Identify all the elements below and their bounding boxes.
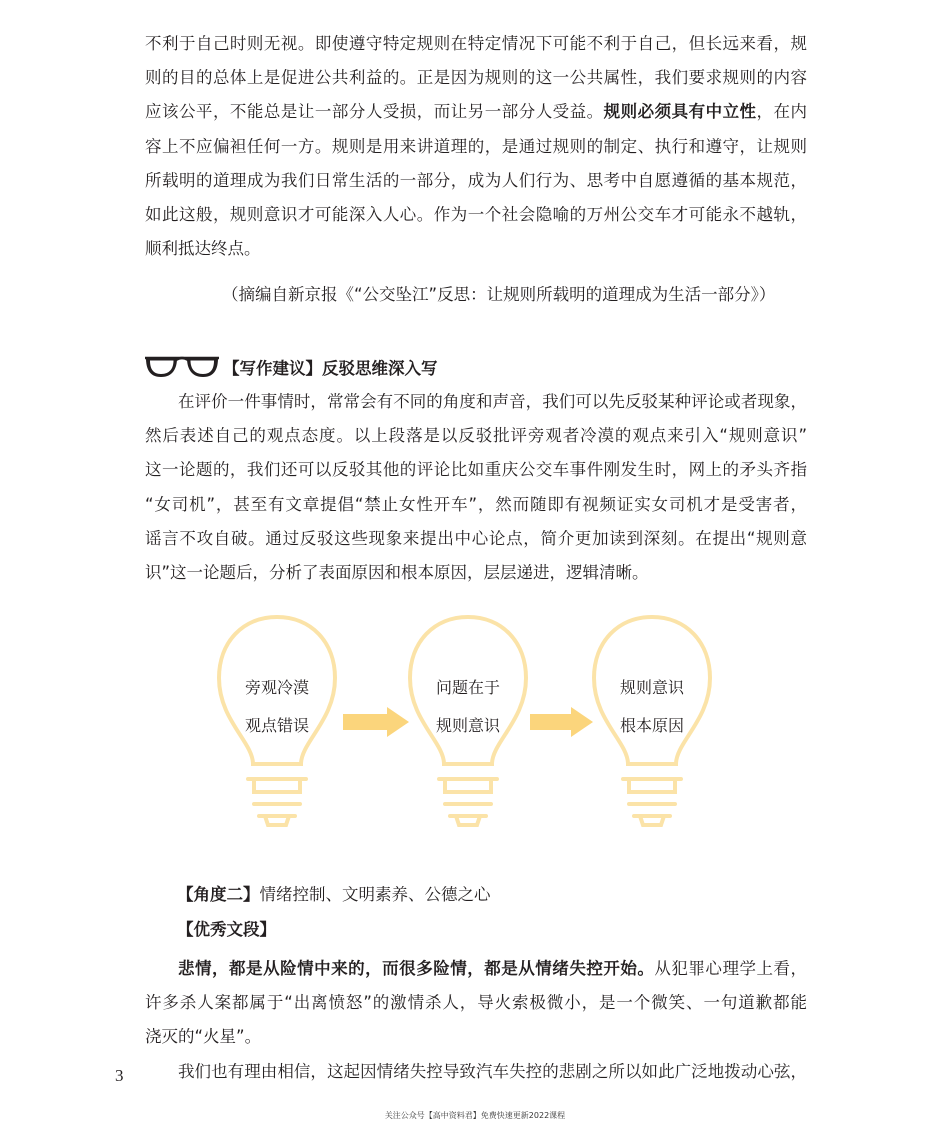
text-line: 如此这般，规则意识才可能深入人心。作为一个社会隐喻的万州公交车才可能永不越轨， (145, 205, 807, 225)
body-paragraph-tip (145, 385, 807, 590)
text-line: 容上不应偏袒任何一方。规则是用来讲道理的，是通过规则的制定、执行和遵守，让规则 (145, 136, 807, 156)
bulb-label: 旁观冷漠 观点错误 (244, 678, 309, 735)
text-line: 谣言不攻自破。通过反驳这些现象来提出中心论点，简介更加读到深刻。在提出“规则意 (145, 528, 807, 548)
body-paragraph-top (145, 27, 807, 266)
excellent-paragraph-label: 【优秀文段】 (177, 920, 276, 939)
heading-text: 【写作建议】反驳思维深入写 (223, 359, 438, 378)
footer-note: 关注公众号【高中资料君】免费快速更新2022课程 (384, 1111, 566, 1120)
text-line: 识”这一论题后，分析了表面原因和根本原因，层层递进，逻辑清晰。 (145, 563, 649, 583)
page-number: 3 (115, 1066, 124, 1085)
arrow-right-icon (343, 707, 409, 737)
text-line: 应该公平，不能总是让一部分人受损，而让另一部分人受益。规则必须具有中立性，在内 (145, 102, 808, 122)
arrow-right-icon (530, 707, 593, 737)
text-line: 所载明的道理成为我们日常生活的一部分，成为人们行为、思考中自愿遵循的基本规范， (145, 170, 807, 190)
text-line: 许多杀人案都属于“出离愤怒”的激情杀人，导火索极微小，是一个微笑、一句道歉都能 (145, 993, 807, 1013)
writing-tip-heading (143, 352, 438, 382)
bulb-label: 规则意识 根本原因 (619, 678, 684, 735)
text-line: 悲情，都是从险情中来的，而很多险情，都是从情绪失控开始。从犯罪心理学上看， (178, 959, 808, 978)
text-line: “女司机”，甚至有文章提倡“禁止女性开车”，然而随即有视频证实女司机才是受害者， (145, 494, 807, 514)
source-note: （摘编自新京报《“公交坠江”反思：让规则所载明的道理成为生活一部分》） (222, 285, 776, 304)
angle-two-heading: 【角度二】情绪控制、文明素养、公德之心 (177, 885, 491, 904)
text-line: 然后表述自己的观点态度。以上段落是以反驳批评旁观者冷漠的观点来引入“规则意识” (145, 426, 807, 446)
emphasis-text: 规则必须具有中立性 (603, 102, 757, 122)
bulb-flow-diagram (215, 612, 735, 837)
text-line: 不利于自己时则无视。即使遵守特定规则在特定情况下可能不利于自己，但长远来看，规 (145, 34, 807, 53)
glasses-icon (143, 354, 221, 380)
text-line: 在评价一件事情时，常常会有不同的角度和声音，我们可以先反驳某种评论或者现象， (178, 392, 807, 411)
emphasis-text: 悲情，都是从险情中来的，而很多险情，都是从情绪失控开始。 (178, 959, 655, 978)
bulb-label: 问题在于 规则意识 (435, 678, 500, 735)
text-line: 这一论题的，我们还可以反驳其他的评论比如重庆公交车事件刚发生时，网上的矛头齐指 (145, 460, 807, 480)
text-line: 我们也有理由相信，这起因情绪失控导致汽车失控的悲剧之所以如此广泛地拨动心弦， (178, 1061, 807, 1081)
text-line: 顺利抵达终点。 (145, 239, 261, 259)
body-paragraph-bottom (145, 952, 807, 1089)
text-line: 浇灭的“火星”。 (145, 1027, 262, 1047)
text-line: 则的目的总体上是促进公共利益的。正是因为规则的这一公共属性，我们要求规则的内容 (145, 68, 807, 88)
